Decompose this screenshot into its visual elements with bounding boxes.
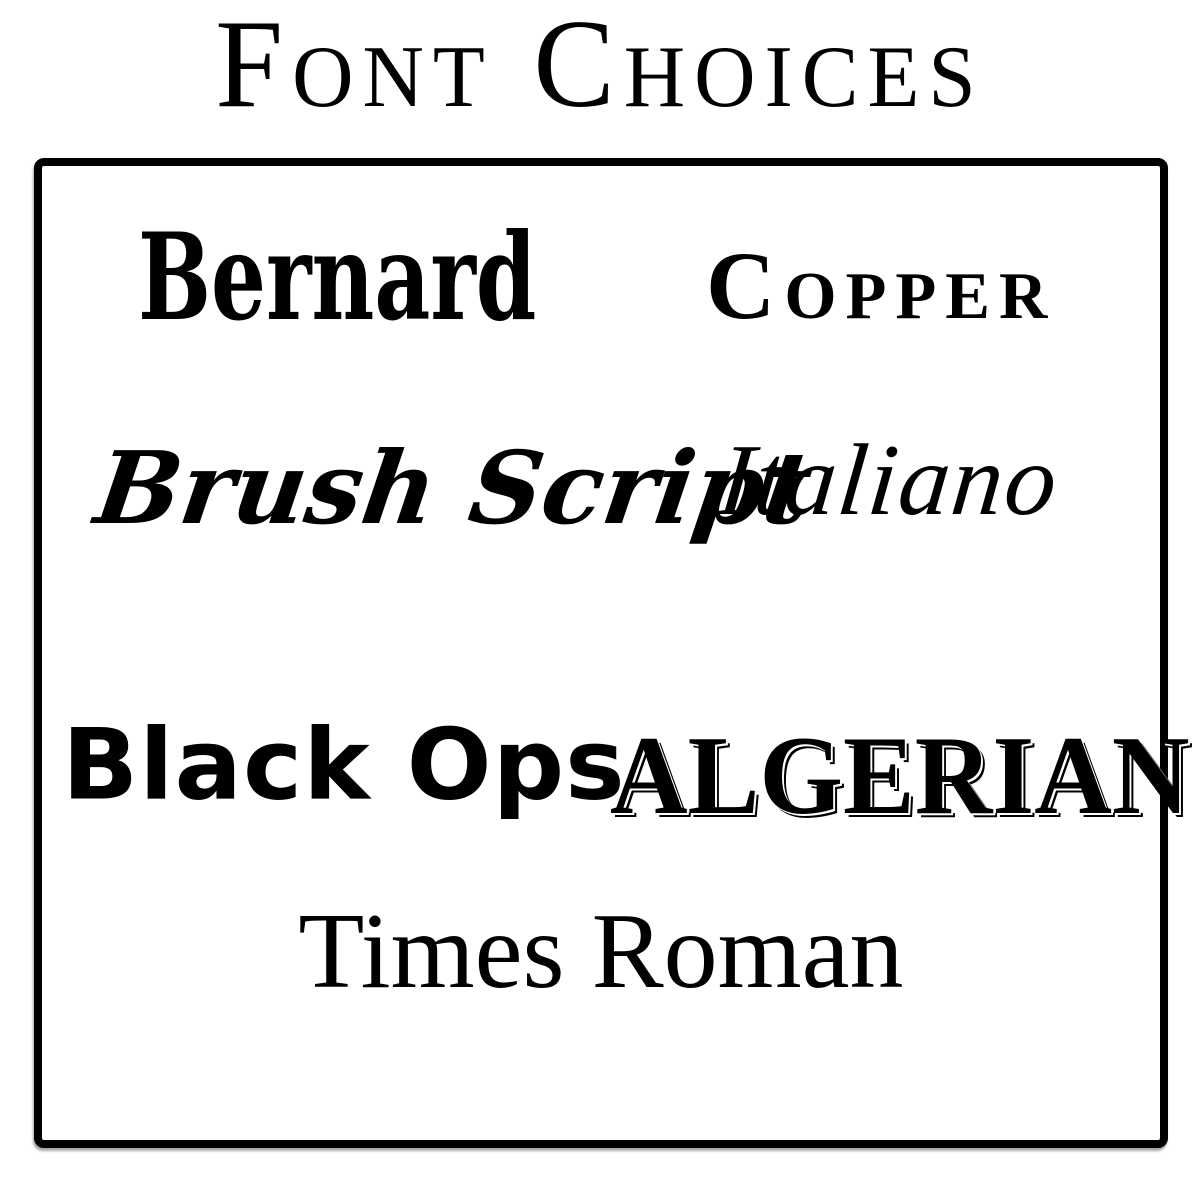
font-sample-bernard: Bernard bbox=[138, 207, 537, 348]
page-title: Font Choices bbox=[215, 0, 985, 134]
font-sample-times-roman: Times Roman bbox=[298, 892, 904, 1011]
font-sample-copper: Copper bbox=[706, 232, 1057, 339]
font-sample-italiano: Italiano bbox=[713, 424, 1065, 537]
font-sample-brush-script: Brush Script bbox=[88, 429, 819, 547]
font-sample-algerian: ALGERIAN bbox=[610, 714, 1190, 838]
font-sample-black-ops: Black Ops bbox=[62, 707, 626, 822]
